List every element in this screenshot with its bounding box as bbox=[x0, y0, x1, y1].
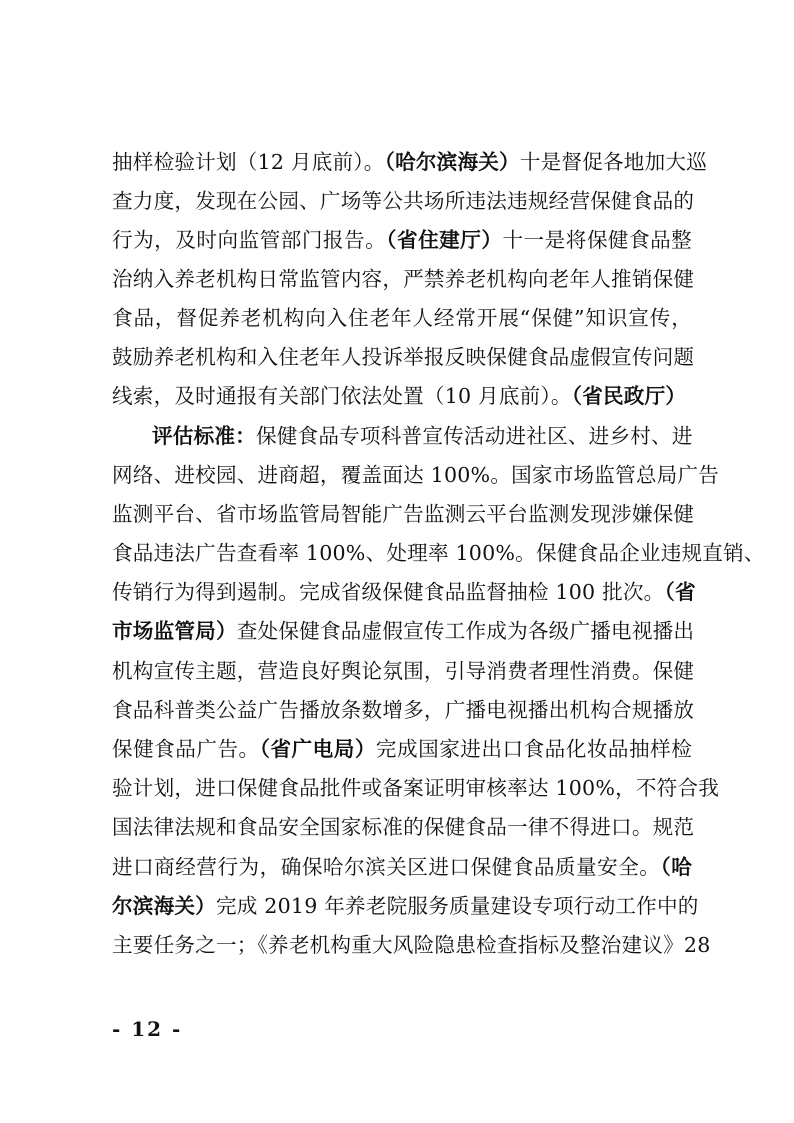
text-segment: 查处保健食品虚假宣传工作成为各级广播电视播出 bbox=[236, 619, 695, 643]
text-segment: 监测平台、省市场监管局智能广告监测云平台监测发现涉嫌保健 bbox=[112, 502, 695, 526]
text-line bbox=[112, 651, 695, 691]
text-segment: 验计划，进口保健食品批件或备案证明审核率达 100%，不符合我 bbox=[112, 776, 720, 800]
text-segment: 十一是将保健食品整 bbox=[502, 228, 692, 252]
text-line bbox=[112, 533, 765, 573]
bold-text-segment: 尔滨海关） bbox=[112, 894, 216, 918]
text-segment: 线索，及时通报有关部门依法处置（10 月底前）。 bbox=[112, 384, 572, 408]
text-line bbox=[112, 142, 707, 182]
text-segment: 传销行为得到遏制。完成省级保健食品监督抽检 100 批次。 bbox=[112, 580, 665, 604]
text-line bbox=[112, 220, 692, 260]
text-segment: 保健食品广告。 bbox=[112, 737, 260, 761]
text-line bbox=[112, 729, 692, 769]
page-number: - 12 - bbox=[112, 1017, 183, 1041]
text-segment: 国法律法规和食品安全国家标准的保健食品一律不得进口。规范 bbox=[112, 815, 695, 839]
text-line bbox=[112, 337, 695, 377]
text-line bbox=[112, 690, 695, 730]
bold-text-segment: （省住建厅） bbox=[386, 228, 503, 252]
bold-text-segment: （省民政厅） bbox=[571, 384, 687, 408]
text-segment: 查力度，发现在公园、广场等公共场所违法违规经营保健食品的 bbox=[112, 189, 695, 213]
text-line bbox=[112, 847, 692, 887]
text-segment: 进口商经营行为，确保哈尔滨关区进口保健食品质量安全。 bbox=[112, 855, 661, 879]
text-segment: 行为，及时向监管部门报告。 bbox=[112, 228, 387, 252]
text-line bbox=[112, 807, 695, 847]
text-segment: 食品，督促养老机构向入住老年人经常开展“保健”知识宣传， bbox=[112, 306, 692, 330]
text-line bbox=[112, 455, 720, 495]
text-line bbox=[112, 572, 696, 612]
text-line bbox=[112, 768, 720, 808]
bold-text-segment: （省 bbox=[664, 580, 696, 604]
text-line bbox=[112, 886, 699, 926]
text-line bbox=[112, 376, 692, 416]
bold-text-segment: （哈尔滨海关） bbox=[384, 150, 520, 174]
text-segment: 网络、进校园、进商超，覆盖面达 100%。国家市场监管总局广告 bbox=[112, 463, 720, 487]
text-segment: 保健食品专项科普宣传活动进社区、进乡村、进 bbox=[255, 424, 693, 448]
text-segment: 机构宣传主题，营造良好舆论氛围，引导消费者理性消费。保健 bbox=[112, 659, 695, 683]
bold-text-segment: 评估标准： bbox=[152, 424, 256, 448]
text-line bbox=[112, 259, 695, 299]
bold-text-segment: 市场监管局） bbox=[112, 619, 237, 643]
text-line bbox=[152, 416, 692, 456]
text-segment: 完成 2019 年养老院服务质量建设专项行动工作中的 bbox=[215, 894, 699, 918]
text-line bbox=[112, 298, 692, 338]
text-segment: 十是督促各地加大巡 bbox=[519, 150, 707, 174]
text-line bbox=[112, 925, 711, 965]
bold-text-segment: （省广电局） bbox=[259, 737, 376, 761]
text-segment: 治纳入养老机构日常监管内容，严禁养老机构向老年人推销保健 bbox=[112, 267, 695, 291]
text-line bbox=[112, 494, 695, 534]
text-line bbox=[112, 181, 695, 221]
text-segment: 食品科普类公益广告播放条数增多，广播电视播出机构合规播放 bbox=[112, 698, 695, 722]
text-segment: 抽样检验计划（12 月底前）。 bbox=[112, 150, 385, 174]
text-segment: 食品违法广告查看率 100%、处理率 100%。保健食品企业违规直销、 bbox=[112, 541, 765, 565]
text-segment: 完成国家进出口食品化妆品抽样检 bbox=[375, 737, 693, 761]
bold-text-segment: （哈 bbox=[660, 855, 692, 879]
text-segment: 鼓励养老机构和入住老年人投诉举报反映保健食品虚假宣传问题 bbox=[112, 345, 695, 369]
text-line bbox=[112, 611, 695, 651]
text-segment: 主要任务之一；《养老机构重大风险隐患检查指标及整治建议》28 bbox=[112, 933, 711, 957]
